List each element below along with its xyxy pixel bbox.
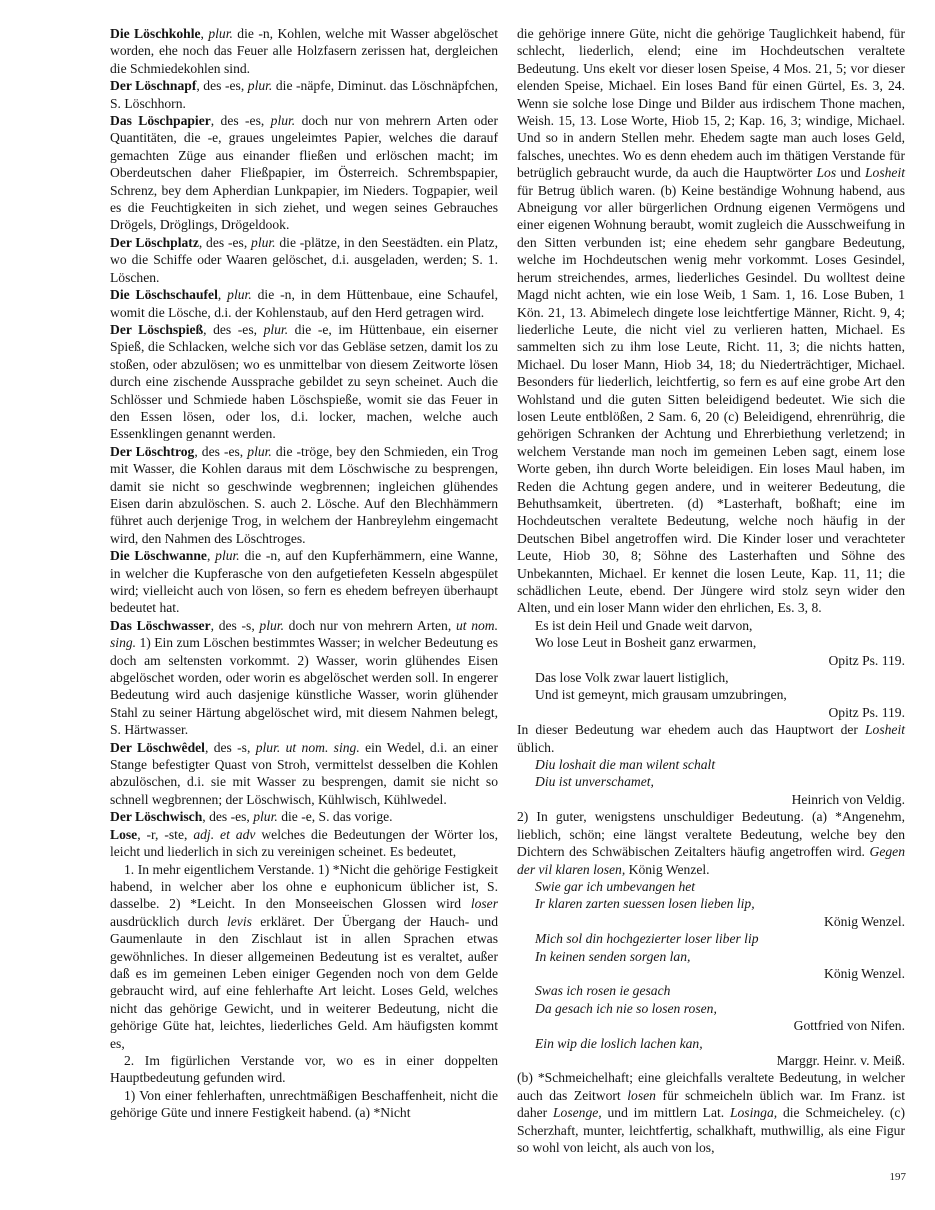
entry-headword: Der Löschnapf [110, 78, 197, 94]
citation-attribution: Opitz Ps. 119. [828, 652, 905, 668]
dictionary-entry [110, 443, 498, 547]
text-paragraph [517, 721, 905, 756]
italic-text: plur. [208, 26, 233, 41]
italic-text: loser [470, 896, 498, 912]
verse-line: Swas ich rosen ie gesach [535, 983, 671, 999]
entry-headword: Der Löschwisch [110, 809, 203, 825]
verse-line: Swie gar ich umbevangen het [535, 878, 696, 894]
entry-headword: Das Löschwasser [110, 617, 211, 633]
italic-text: plur. [251, 234, 276, 250]
dictionary-entry [110, 547, 498, 617]
body-text: die gehörige innere Güte, nicht die gehörige Tauglichkeit habend, für schlecht, liederlich, elend; eine im Hochdeutschen veraltete Bedeutung. Uns ekelt vor dieser losen Speise, 4 Mos. 21, 5; vor dieser elenden Speise, Michael. Ein loses Band für einen Gürtel, Es. 3, 24. Wenn sie solche lose Dinge und Bilder aus irdischem Thone machen, Weish. 15, 13. Lose Worte, Hiob 15, 2; Kap. 16, 3; windige, Michael. Und so in andern Stellen mehr. Ehedem sagte man auch loses Geld, falsches, unechtes. Wo es denn ehedem auch im thätigen Verstande für betrüglich gebraucht wurde, da auch die Hauptwörter [517, 26, 905, 181]
body-text: , des -es, [194, 443, 248, 459]
entry-headword: Die Löschwanne [110, 548, 207, 564]
entry-headword: Lose [110, 826, 138, 842]
body-text: , [217, 287, 228, 303]
body-text: die -e, S. das vorige. [277, 809, 393, 825]
body-text: , des -es, [196, 78, 248, 94]
body-text: die -n, auf den Kupferhämmern, eine Wanne, in welcher die Kupferasche von den aufgetiefeten Kesseln abgespület wird; vielleicht auch von lösen, so fern es ehedem befreyen überhaupt bedeutet hat. [110, 548, 499, 616]
italic-text: adj. et adv [193, 826, 256, 842]
verse-line: Diu loshait die man wilent schalt [535, 757, 716, 773]
italic-text: plur. [247, 78, 273, 94]
italic-text: Losheit [864, 722, 905, 738]
entry-headword: Das Löschpapier [110, 113, 211, 129]
text-paragraph [517, 1069, 905, 1156]
text-paragraph [110, 1087, 498, 1122]
body-text: doch nur von mehrern Arten oder Quantitäten, die -e, graues ungeleimtes Papier, welches die darauf gemachten Züge aus einander fließen und erlöschen macht; im Oberdeutschen daher Fließpapier, im Österreich. Schrembspapier, Schrenz, bey dem Apherdian Lunkpapier, im Nieders. Togpapier, weil es die Feuchtigkeiten in sich ziehet, und wegen seines Gebrauches Drögels, Dröglings, Drögeldook. [110, 113, 498, 233]
body-text: die -tröge, bey den Schmieden, ein Trog mit Wasser, die Kohlen daraus mit dem Löschwische zu besprengen, damit sie nicht so geschwinde wegbrennen; ingleichen glühendes Eisen darin abzulöschen. S. auch 2. Lösche. Auf den Blechhämmern führet auch derjenige Trog, in welchem der Hanbreylehm eingemacht wird, den Nahmen des Löschtroges. [110, 443, 498, 546]
entry-headword: Der Löschplatz [110, 234, 199, 250]
body-text: welches die Bedeutungen der Wörter los, leicht und liederlich in sich zu vereinigen scheinet. Es bedeutet, [110, 826, 498, 860]
left-column [110, 25, 498, 1122]
body-text: 2) In guter, wenigstens unschuldiger Bedeutung. (a) *Angenehm, lieblich, schön; eine längst veraltete Bedeutung, welche bey den Dichtern des Schwäbischen Zeitalters häufig angetroffen wird. [517, 809, 905, 860]
italic-text: plur. [259, 617, 284, 633]
italic-text: Losinga, [729, 1105, 778, 1121]
italic-text: plur. [247, 443, 272, 459]
dictionary-entry [110, 808, 498, 825]
body-text: ein Wedel, d.i. an einer Stange befestigter Quast von Stroh, vermittelst desselben die Kohlen abzulöschen, d.i. sie mit Wasser zu besprengen, damit sie nicht so schnell wegbrennen; der Löschwisch, Kühlwisch, Kühlwedel. [110, 739, 498, 807]
italic-text: plur. [253, 809, 278, 825]
italic-text: Losenge, [552, 1105, 602, 1121]
verse-line: Und ist gemeynt, mich grausam umzubringen, [535, 687, 787, 703]
text-paragraph [110, 861, 498, 1052]
body-text: 1) Von einer fehlerhaften, unrechtmäßigen Beschaffenheit, nicht die gehörige Güte und innere Festigkeit habend. (a) *Nicht [110, 1087, 498, 1121]
body-text: die -n, in dem Hüttenbaue, eine Schaufel, womit die Lösche, d.i. der Kohlenstaub, auf den Herd getragen wird. [110, 287, 498, 320]
body-text: , des -es, [202, 809, 254, 825]
dictionary-entry [110, 286, 498, 321]
body-text: 2. Im figürlichen Verstande vor, wo es in einer doppelten Hauptbedeutung gefunden wird. [110, 1052, 498, 1086]
italic-text: Gegen der vil klaren losen, [517, 844, 905, 877]
text-paragraph [517, 808, 905, 878]
dictionary-entry [110, 25, 498, 77]
body-text: 1. In mehr eigentlichem Verstande. 1) *Nicht die gehörige Festigkeit habend, in welcher aber los ohne e euphonicum üblicher ist, S. dasselbe. 2) *Leicht. In den Monseeischen Glossen wird [110, 861, 498, 912]
citation-attribution: König Wenzel. [824, 965, 905, 981]
citation-attribution: König Wenzel. [824, 913, 905, 929]
text-paragraph [517, 25, 905, 617]
body-text: , des -es, [203, 321, 264, 337]
body-text: , -r, -ste, [137, 826, 194, 842]
dictionary-entry [110, 739, 498, 809]
verse-line: Da gesach ich nie so losen rosen, [535, 1000, 717, 1016]
body-text: die -näpfe, Diminut. das Löschnäpfchen, S. Löschhorn. [110, 78, 499, 111]
entry-headword: Die Löschkohle [110, 26, 201, 41]
body-text: , des -es, [198, 234, 252, 250]
text-paragraph [110, 1052, 498, 1087]
verse-line: Das lose Volk zwar lauert listiglich, [535, 670, 729, 686]
body-text: für Betrug üblich waren. (b) Keine beständige Wohnung habend, aus Abneigung vor aller bürgerlichen Ordnung eigenen Vermögens und einer eigenen Wohnung beraubt, womit zugleich die Ausschweifung in den Sitten verbunden ist; eine ehedem sehr gangbare Bedeutung, welche im Hochdeutschen wenig mehr vorkommt. Loses Gesindel, herum streichendes, armes, liederliches Gesindel. Du wolltest deine Magd nicht achten, wie ein lose Weib, 1 Sam. 1, 16. Lose Buben, 1 Kön. 21, 13. Abimelech dingete lose leichtfertige Männer, Richt. 9, 4; liederliche Leute, die nicht viel zu verlieren hatten, Michael. Es sammelten sich zu ihm lose Leute, Richt. 11, 3; die nichts hatten, Michael. Du loser Mann, Hiob 34, 18; du Niederträchtiger, Michael. Besonders für liederlich, leichtfertig, so fern es auf eine grobe Art den Wohlstand und die guten Sitten beleidigend bedeutet. Wie sich die losen Leute entblößen, 2 Sam. 6, 20 (c) Beleidigend, ehrenrührig, die gehörigen Schranken der Achtung und Ehrerbiethung verletzend; in welchem Verstande man noch im gemeinen Leben sagt, einem lose Worte geben, ihn durch Worte beleidigen. Ein loses Maul haben, im Reden die Achtung gegen andere, und in weiterer Bedeutung, die Behuthsamkeit, übertreten. (d) *Lasterhaft, boßhaft; eine im Hochdeutschen veraltete Bedeutung, welche noch häufig in der Deutschen Bibel angetroffen wird. Die Kinder loser und verachteter Leute, Hiob 30, 8; Söhne des Lasterhaften und Söhne des Unbekannten, Michael. Er kennet die losen Leute, Kap. 11, 11; die schädlichen Leute, ebend. Der Jüngere wird stolz seyn wider den Alten, und ein loser Mann wider den ehrlichen, Es. 3, 8. [517, 182, 905, 616]
body-text: , [200, 26, 209, 41]
dictionary-entry [110, 321, 498, 443]
right-column [517, 25, 905, 1156]
body-text: , des -s, [204, 739, 256, 755]
italic-text: Los [816, 165, 837, 181]
body-text: üblich. [517, 739, 555, 755]
italic-text: plur. ut nom. sing. [255, 739, 360, 755]
italic-text: losen [627, 1087, 656, 1103]
dictionary-entry [110, 234, 498, 286]
body-text: In dieser Bedeutung war ehedem auch das Hauptwort der [517, 722, 865, 738]
dictionary-entry [110, 112, 498, 234]
body-text: für schmeicheln üblich war. Im Franz. ist daher [517, 1087, 905, 1121]
body-text: und [836, 165, 865, 181]
dictionary-entry [110, 77, 498, 112]
body-text: erkläret. Der Übergang der Hauch- und Gaumenlaute in den Zischlaut ist in allen Sprachen etwas gewöhnliches. In dieser allgemeinen Bedeutung ist es veraltet, außer daß es im gemeinen Leben einiger Gegenden noch von dem Gelde gebraucht wird, auf eine fehlerhafte Art leicht. Loses Geld, welches nicht das gehörige Gewicht, und in weiterer Bedeutung, nicht die gehörige Güte hat, leichtes, liederliches Geld. Am häufigsten kommt es, [110, 913, 498, 1051]
citation-attribution: Marggr. Heinr. v. Meiß. [776, 1052, 905, 1068]
verse-line: Es ist dein Heil und Gnade weit darvon, [535, 617, 753, 633]
verse-line: Ir klaren zarten suessen losen lieben lip, [535, 896, 755, 912]
body-text: , des -es, [210, 113, 271, 129]
entry-headword: Die Löschschaufel [110, 287, 218, 303]
italic-text: plur. [227, 287, 252, 303]
body-text: (b) *Schmeichelhaft; eine gleichfalls veraltete Bedeutung, in welcher auch das Zeitwort [517, 1070, 905, 1103]
italic-text: plur. [215, 548, 240, 564]
italic-text: ut nom. sing. [110, 617, 499, 651]
body-text: , [206, 548, 216, 564]
body-text: 1) Ein zum Löschen bestimmtes Wasser; in welcher Bedeutung es doch am seltensten vorkommt. 2) Wasser, worin glühendes Eisen abgelöschet worden, oder worin es abgelöschet werden soll. In engerer Bedeutung wird auch dasjenige künstliche Wasser, worin glühender Stahl zu seiner Härtung abgelöschet wird, mit diesem Nahmen belegt, S. Härtwasser. [110, 635, 498, 738]
italic-text: plur. [270, 113, 296, 129]
body-text: und im mittlern Lat. [601, 1105, 730, 1121]
citation-attribution: Heinrich von Veldig. [791, 791, 905, 807]
verse-line: Mich sol din hochgezierter loser liber lip [535, 931, 759, 947]
body-text: die -n, Kohlen, welche mit Wasser abgelöschet worden, ehe noch das Feuer alle Holzfasern zerissen hat, dergleichen die Schmiedekohlen sind. [110, 26, 498, 76]
citation-attribution: Gottfried von Nifen. [793, 1018, 905, 1034]
citation-attribution: Opitz Ps. 119. [828, 704, 905, 720]
page-number: 197 [889, 1171, 906, 1183]
body-text: doch nur von mehrern Arten, [283, 617, 456, 633]
body-text: , des -s, [210, 617, 260, 633]
verse-line: Ein wip die loslich lachen kan, [535, 1035, 703, 1051]
body-text: ausdrücklich durch [110, 913, 227, 929]
body-text: die -plätze, in den Seestädten. ein Platz, wo die Schiffe oder Waaren gelöschet, d.i. ausgeladen, werden; S. 1. Löschen. [110, 234, 498, 285]
body-text: König Wenzel. [625, 861, 710, 877]
italic-text: Losheit [864, 165, 905, 181]
verse-line: Diu ist unverschamet, [535, 774, 654, 790]
entry-headword: Der Löschspieß [110, 321, 204, 337]
entry-headword: Der Löschtrog [110, 443, 195, 459]
body-text: die Schmeicheley. (c) Scherzhaft, munter, leichtfertig, schalkhaft, muthwillig, als eine Figur so wohl von leicht, als auch von los, [517, 1105, 905, 1155]
verse-line: Wo lose Leut in Bosheit ganz erwarmen, [535, 635, 757, 651]
italic-text: levis [226, 913, 252, 929]
entry-headword: Der Löschwêdel [110, 739, 205, 755]
verse-line: In keinen senden sorgen lan, [535, 948, 691, 964]
body-text: die -e, im Hüttenbaue, ein eiserner Spieß, die Schlacken, welche sich vor das Gebläse setzen, damit los zu stoßen, oder abzulösen; wo es unmittelbar von diesem Zeitworte lösen durch eine zischende Aussprache gebildet zu seyn scheinet. Auch die Schlösser und Schmiede haben Löschspieße, womit sie das Feuer in den Essen lösen, oder los, d.i. locker, machen, welche auch Essenklingen genannt werden. [110, 321, 498, 442]
dictionary-entry [110, 617, 498, 739]
dictionary-entry [110, 826, 498, 861]
italic-text: plur. [263, 321, 289, 337]
